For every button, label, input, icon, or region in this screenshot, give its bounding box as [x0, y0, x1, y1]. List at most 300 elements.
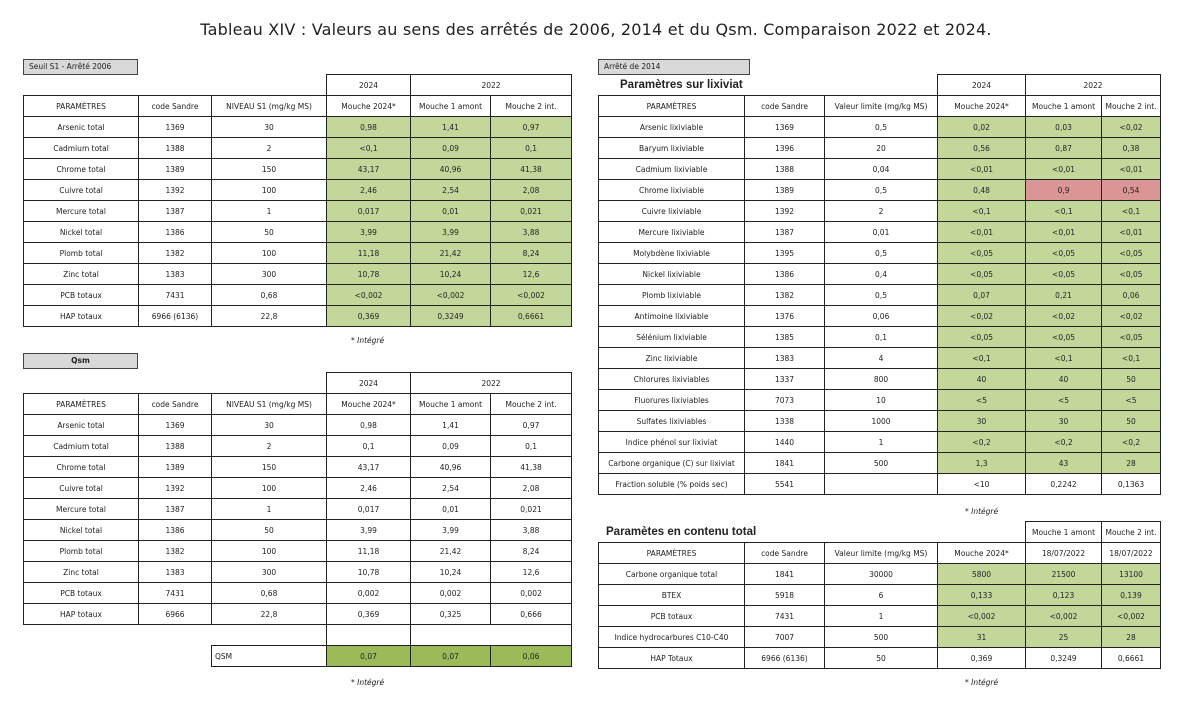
reference-cell: 1392	[139, 180, 212, 201]
result-cell: 8,24	[491, 243, 572, 264]
parameter-cell: PCB totaux	[24, 583, 139, 604]
column-header: PARAMÈTRES	[24, 96, 139, 117]
result-cell: 43	[1026, 453, 1102, 474]
result-cell: <0,1	[1026, 348, 1102, 369]
column-header: Mouche 2024*	[938, 543, 1026, 564]
result-cell: <0,002	[1102, 606, 1161, 627]
reference-cell: 1389	[139, 159, 212, 180]
parameter-cell: Mercure lixiviable	[599, 222, 745, 243]
result-cell: <0,01	[938, 159, 1026, 180]
result-cell: 43,17	[327, 159, 411, 180]
reference-cell: 6966	[139, 604, 212, 625]
result-cell: <0,1	[327, 138, 411, 159]
reference-cell: 100	[212, 478, 327, 499]
reference-cell: 30	[212, 415, 327, 436]
reference-cell: 20	[825, 138, 938, 159]
result-cell: 0,369	[938, 648, 1026, 669]
result-cell: 0,38	[1102, 138, 1161, 159]
result-cell: 0,002	[327, 583, 411, 604]
reference-cell: 0,68	[212, 583, 327, 604]
reference-cell: 7007	[745, 627, 825, 648]
reference-cell: 1386	[139, 222, 212, 243]
parameter-cell: Chrome lixiviable	[599, 180, 745, 201]
reference-cell: 150	[212, 159, 327, 180]
table-row	[599, 159, 1161, 180]
qsm-row	[24, 646, 572, 667]
parameter-cell: Arsenic lixiviable	[599, 117, 745, 138]
parameter-cell: Zinc lixiviable	[599, 348, 745, 369]
reference-cell: 1376	[745, 306, 825, 327]
result-cell: 13100	[1102, 564, 1161, 585]
result-cell: 0,03	[1026, 117, 1102, 138]
result-cell: 41,38	[491, 159, 572, 180]
table-row	[599, 243, 1161, 264]
column-header: Mouche 2 int.	[491, 394, 572, 415]
result-cell: 10,78	[327, 264, 411, 285]
table-row	[24, 583, 572, 604]
parameter-cell: Fraction soluble (% poids sec)	[599, 474, 745, 495]
result-cell: 28	[1102, 627, 1161, 648]
parameter-cell: Carbone organique total	[599, 564, 745, 585]
parameter-cell: Nickel total	[24, 222, 139, 243]
year-2024-header: 2024	[327, 75, 411, 96]
table-row	[599, 264, 1161, 285]
result-cell: <5	[938, 390, 1026, 411]
column-date: 18/07/2022	[1102, 543, 1161, 564]
reference-cell: 0,5	[825, 243, 938, 264]
result-cell: 0,123	[1026, 585, 1102, 606]
table-row	[599, 606, 1161, 627]
result-cell: 11,18	[327, 243, 411, 264]
result-cell: 0,1363	[1102, 474, 1161, 495]
blank-cell	[327, 625, 411, 646]
reference-cell: 7073	[745, 390, 825, 411]
parameter-cell: Chlorures lixiviables	[599, 369, 745, 390]
result-cell: <0,1	[1102, 348, 1161, 369]
column-header: Mouche 1 amont	[411, 96, 491, 117]
footnote: * Intégré	[351, 336, 385, 345]
table-row	[599, 453, 1161, 474]
section-label-2014: Arrêté de 2014	[598, 59, 750, 75]
result-cell: 0,666	[491, 604, 572, 625]
parameter-cell: Plomb total	[24, 243, 139, 264]
result-cell: <0,01	[1026, 159, 1102, 180]
result-cell: 0,97	[491, 415, 572, 436]
result-cell: <0,002	[411, 285, 491, 306]
reference-cell: 1841	[745, 564, 825, 585]
parameter-cell: Baryum lixiviable	[599, 138, 745, 159]
result-cell: <0,2	[1102, 432, 1161, 453]
table-row	[24, 285, 572, 306]
result-cell: 0,07	[938, 285, 1026, 306]
year-2022-header: 2022	[411, 373, 572, 394]
parameter-cell: Cadmium total	[24, 436, 139, 457]
reference-cell: 4	[825, 348, 938, 369]
result-cell: 3,88	[491, 222, 572, 243]
result-cell: <0,02	[1102, 306, 1161, 327]
result-cell: 2,08	[491, 478, 572, 499]
column-header: Mouche 2024*	[938, 96, 1026, 117]
lixiviat-table	[598, 74, 1161, 495]
result-cell: 40	[938, 369, 1026, 390]
reference-cell: 1388	[139, 138, 212, 159]
result-cell: 40,96	[411, 457, 491, 478]
reference-cell: 1396	[745, 138, 825, 159]
parameter-cell: BTEX	[599, 585, 745, 606]
column-header: code Sandre	[139, 96, 212, 117]
parameter-cell: PCB totaux	[599, 606, 745, 627]
reference-cell: 1440	[745, 432, 825, 453]
blank-cell	[24, 373, 327, 394]
parameter-cell: Antimoine lixiviable	[599, 306, 745, 327]
table-row	[599, 117, 1161, 138]
result-cell: <0,002	[938, 606, 1026, 627]
reference-cell: 1387	[139, 499, 212, 520]
table-row	[599, 306, 1161, 327]
reference-cell: 0,1	[825, 327, 938, 348]
reference-cell: 7431	[745, 606, 825, 627]
result-cell: 0,98	[327, 415, 411, 436]
result-cell: 28	[1102, 453, 1161, 474]
table-row	[599, 627, 1161, 648]
column-header: Mouche 1 amont	[1026, 96, 1102, 117]
reference-cell: 1337	[745, 369, 825, 390]
result-cell: <0,01	[1026, 222, 1102, 243]
column-header: Mouche 2 int.	[1102, 96, 1161, 117]
result-cell: <5	[1102, 390, 1161, 411]
reference-cell	[825, 474, 938, 495]
reference-cell: 300	[212, 562, 327, 583]
column-header: Mouche 2 int.	[1102, 522, 1161, 543]
blank-cell	[24, 75, 327, 96]
result-cell: 0,54	[1102, 180, 1161, 201]
footnote: * Intégré	[351, 678, 385, 687]
column-header: NIVEAU S1 (mg/kg MS)	[212, 394, 327, 415]
section-label-qsm: Qsm	[23, 353, 138, 369]
reference-cell: 2	[212, 138, 327, 159]
result-cell: 50	[1102, 369, 1161, 390]
reference-cell: 1389	[139, 457, 212, 478]
parameter-cell: HAP totaux	[24, 306, 139, 327]
blank-cell	[599, 522, 938, 543]
reference-cell: 0,68	[212, 285, 327, 306]
qsm-value: 0,07	[411, 646, 491, 667]
reference-cell: 10	[825, 390, 938, 411]
result-cell: 0,369	[327, 306, 411, 327]
parameter-cell: Indice hydrocarbures C10-C40	[599, 627, 745, 648]
result-cell: <0,05	[1102, 243, 1161, 264]
reference-cell: 6966 (6136)	[745, 648, 825, 669]
table-row	[599, 585, 1161, 606]
column-header: Mouche 2024*	[327, 394, 411, 415]
page-title: Tableau XIV : Valeurs au sens des arrêtés de 2006, 2014 et du Qsm. Comparaison 2022 et 2024.	[200, 20, 992, 39]
result-cell: 8,24	[491, 541, 572, 562]
result-cell: 0,3249	[1026, 648, 1102, 669]
reference-cell: 1388	[745, 159, 825, 180]
result-cell: 0,133	[938, 585, 1026, 606]
column-header: Mouche 2 int.	[491, 96, 572, 117]
result-cell: 0,1	[327, 436, 411, 457]
reference-cell: 1	[212, 201, 327, 222]
result-cell: 21,42	[411, 243, 491, 264]
blank-cell	[599, 75, 938, 96]
table-row	[599, 390, 1161, 411]
year-2022-header: 2022	[1026, 75, 1161, 96]
result-cell: 0,002	[491, 583, 572, 604]
reference-cell: 0,04	[825, 159, 938, 180]
parameter-cell: HAP totaux	[24, 604, 139, 625]
table-row	[24, 306, 572, 327]
result-cell: 0,87	[1026, 138, 1102, 159]
result-cell: <0,1	[938, 348, 1026, 369]
reference-cell: 0,5	[825, 117, 938, 138]
result-cell: 2,46	[327, 478, 411, 499]
reference-cell: 1388	[139, 436, 212, 457]
column-header: Mouche 2024*	[327, 96, 411, 117]
result-cell: 0,09	[411, 436, 491, 457]
result-cell: 0,01	[411, 201, 491, 222]
parameter-cell: Nickel lixiviable	[599, 264, 745, 285]
reference-cell: 500	[825, 627, 938, 648]
result-cell: 0,06	[1102, 285, 1161, 306]
result-cell: 25	[1026, 627, 1102, 648]
table-row	[24, 457, 572, 478]
column-header: code Sandre	[139, 394, 212, 415]
footnote: * Intégré	[965, 678, 999, 687]
result-cell: <0,05	[1026, 264, 1102, 285]
result-cell: 0,017	[327, 499, 411, 520]
result-cell: <0,01	[938, 222, 1026, 243]
column-header: code Sandre	[745, 96, 825, 117]
parameter-cell: Cadmium total	[24, 138, 139, 159]
table-row	[599, 180, 1161, 201]
column-header: Mouche 1 amont	[1026, 522, 1102, 543]
result-cell: <0,2	[938, 432, 1026, 453]
parameter-cell: Carbone organique (C) sur lixiviat	[599, 453, 745, 474]
table-row	[24, 415, 572, 436]
result-cell: 0,325	[411, 604, 491, 625]
column-header: PARAMÈTRES	[24, 394, 139, 415]
reference-cell: 1369	[139, 415, 212, 436]
result-cell: 11,18	[327, 541, 411, 562]
result-cell: 0,98	[327, 117, 411, 138]
table-row	[24, 604, 572, 625]
table-row	[24, 201, 572, 222]
qsm-label: QSM	[212, 646, 327, 667]
reference-cell: 6966 (6136)	[139, 306, 212, 327]
table-row	[24, 159, 572, 180]
column-date: 18/07/2022	[1026, 543, 1102, 564]
result-cell: 43,17	[327, 457, 411, 478]
result-cell: 0,01	[411, 499, 491, 520]
blank-cell	[24, 625, 327, 646]
table-row	[24, 222, 572, 243]
parameter-cell: Plomb lixiviable	[599, 285, 745, 306]
result-cell: 3,88	[491, 520, 572, 541]
blank-cell	[139, 646, 212, 667]
reference-cell: 1338	[745, 411, 825, 432]
result-cell: 30	[938, 411, 1026, 432]
reference-cell: 30000	[825, 564, 938, 585]
reference-cell: 0,5	[825, 285, 938, 306]
table-row	[599, 348, 1161, 369]
table-row	[24, 562, 572, 583]
column-header: code Sandre	[745, 543, 825, 564]
result-cell: 2,54	[411, 180, 491, 201]
reference-cell: 1369	[139, 117, 212, 138]
reference-cell: 1386	[139, 520, 212, 541]
result-cell: <0,01	[1102, 222, 1161, 243]
reference-cell: 2	[825, 201, 938, 222]
reference-cell: 1	[825, 606, 938, 627]
parameter-cell: Sélénium lixiviable	[599, 327, 745, 348]
reference-cell: 1386	[745, 264, 825, 285]
blank-cell	[938, 522, 1026, 543]
reference-cell: 50	[212, 222, 327, 243]
reference-cell: 1389	[745, 180, 825, 201]
table-row	[599, 138, 1161, 159]
table-row	[24, 264, 572, 285]
header-row	[599, 96, 1161, 117]
total-heading: Paramètes en contenu total	[606, 526, 757, 538]
reference-cell: 1395	[745, 243, 825, 264]
result-cell: 0,021	[491, 201, 572, 222]
parameter-cell: Molybdène lixiviable	[599, 243, 745, 264]
column-header: Mouche 1 amont	[411, 394, 491, 415]
header-row	[599, 543, 1161, 564]
result-cell: 30	[1026, 411, 1102, 432]
parameter-cell: Cuivre total	[24, 180, 139, 201]
reference-cell: 5918	[745, 585, 825, 606]
result-cell: <0,1	[1026, 201, 1102, 222]
parameter-cell: PCB totaux	[24, 285, 139, 306]
reference-cell: 100	[212, 180, 327, 201]
table-row	[599, 564, 1161, 585]
parameter-cell: Mercure total	[24, 499, 139, 520]
result-cell: 2,08	[491, 180, 572, 201]
table-row	[599, 222, 1161, 243]
result-cell: 21500	[1026, 564, 1102, 585]
parameter-cell: Cadmium lixiviable	[599, 159, 745, 180]
result-cell: <0,05	[1026, 327, 1102, 348]
result-cell: <0,05	[938, 243, 1026, 264]
total-table	[598, 521, 1161, 669]
table-row	[24, 138, 572, 159]
lixiviat-heading: Paramètres sur lixiviat	[620, 79, 743, 91]
result-cell: 50	[1102, 411, 1161, 432]
table-row	[24, 180, 572, 201]
column-header: NIVEAU S1 (mg/kg MS)	[212, 96, 327, 117]
result-cell: 2,46	[327, 180, 411, 201]
result-cell: 31	[938, 627, 1026, 648]
result-cell: 0,97	[491, 117, 572, 138]
result-cell: <0,2	[1026, 432, 1102, 453]
parameter-cell: Zinc total	[24, 562, 139, 583]
table-row	[599, 285, 1161, 306]
qsm-value: 0,07	[327, 646, 411, 667]
result-cell: <0,05	[1102, 327, 1161, 348]
column-header: PARAMÈTRES	[599, 96, 745, 117]
reference-cell: 800	[825, 369, 938, 390]
parameter-cell: Arsenic total	[24, 117, 139, 138]
reference-cell: 1387	[139, 201, 212, 222]
result-cell: <0,01	[1102, 159, 1161, 180]
reference-cell: 1387	[745, 222, 825, 243]
result-cell: 0,021	[491, 499, 572, 520]
reference-cell: 5541	[745, 474, 825, 495]
parameter-cell: Sulfates lixiviables	[599, 411, 745, 432]
reference-cell: 500	[825, 453, 938, 474]
result-cell: <10	[938, 474, 1026, 495]
result-cell: 5800	[938, 564, 1026, 585]
header-row	[24, 394, 572, 415]
result-cell: 10,24	[411, 264, 491, 285]
result-cell: 0,2242	[1026, 474, 1102, 495]
parameter-cell: Chrome total	[24, 457, 139, 478]
qsm-value: 0,06	[491, 646, 572, 667]
result-cell: 0,09	[411, 138, 491, 159]
reference-cell: 1000	[825, 411, 938, 432]
result-cell: 21,42	[411, 541, 491, 562]
result-cell: 0,1	[491, 138, 572, 159]
table-row	[24, 541, 572, 562]
reference-cell: 0,06	[825, 306, 938, 327]
parameter-cell: HAP Totaux	[599, 648, 745, 669]
result-cell: 12,6	[491, 562, 572, 583]
reference-cell: 100	[212, 541, 327, 562]
table-row	[599, 201, 1161, 222]
reference-cell: 22,8	[212, 306, 327, 327]
result-cell: 12,6	[491, 264, 572, 285]
result-cell: 2,54	[411, 478, 491, 499]
table-row	[599, 327, 1161, 348]
parameter-cell: Indice phénol sur lixiviat	[599, 432, 745, 453]
table-row	[599, 474, 1161, 495]
blank-cell	[411, 625, 572, 646]
result-cell: <0,05	[1102, 264, 1161, 285]
year-2022-header: 2022	[411, 75, 572, 96]
s1-table	[23, 74, 572, 327]
result-cell: 3,99	[327, 520, 411, 541]
reference-cell: 1369	[745, 117, 825, 138]
result-cell: 0,369	[327, 604, 411, 625]
reference-cell: 1385	[745, 327, 825, 348]
result-cell: 41,38	[491, 457, 572, 478]
result-cell: 0,139	[1102, 585, 1161, 606]
reference-cell: 0,5	[825, 180, 938, 201]
reference-cell: 6	[825, 585, 938, 606]
result-cell: 40,96	[411, 159, 491, 180]
reference-cell: 150	[212, 457, 327, 478]
result-cell: <0,002	[1026, 606, 1102, 627]
result-cell: <5	[1026, 390, 1102, 411]
reference-cell: 1	[825, 432, 938, 453]
result-cell: 1,41	[411, 415, 491, 436]
reference-cell: 0,4	[825, 264, 938, 285]
reference-cell: 1382	[745, 285, 825, 306]
reference-cell: 1392	[139, 478, 212, 499]
table-row	[599, 648, 1161, 669]
result-cell: 0,21	[1026, 285, 1102, 306]
table-row	[24, 117, 572, 138]
result-cell: <0,05	[938, 327, 1026, 348]
reference-cell: 1383	[139, 264, 212, 285]
column-header: Valeur limite (mg/kg MS)	[825, 543, 938, 564]
result-cell: <0,05	[1026, 243, 1102, 264]
reference-cell: 300	[212, 264, 327, 285]
table-row	[24, 478, 572, 499]
result-cell: 1,41	[411, 117, 491, 138]
